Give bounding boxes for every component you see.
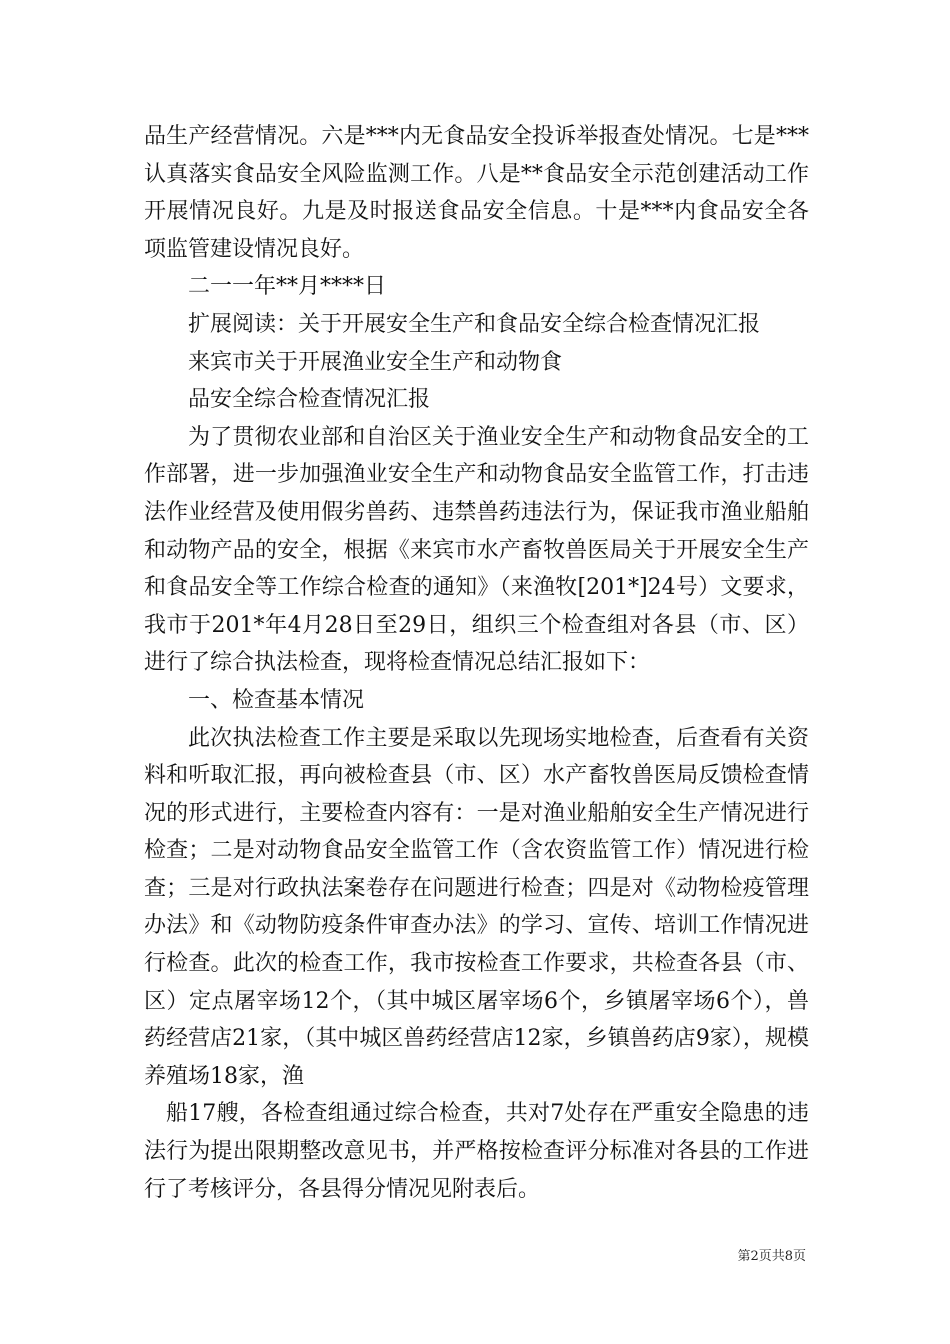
section-heading: 一、检查基本情况	[188, 687, 365, 713]
page-number: 第2页共8页	[737, 1249, 806, 1264]
report-title-line-2: 品安全综合检查情况汇报	[188, 387, 431, 413]
report-title-line-1: 来宾市关于开展渔业安全生产和动物食	[188, 349, 563, 375]
document-body	[144, 118, 809, 1208]
extended-reading-line: 扩展阅读：关于开展安全生产和食品安全综合检查情况汇报	[188, 311, 761, 337]
date-line: 二一一年**月****日	[188, 274, 387, 300]
paragraph-inspection: 此次执法检查工作主要是采取以先现场实地检查，后查看有关资料和听取汇报，再向被检查县（市、区）水产畜牧兽医局反馈检查情况的形式进行，主要检查内容有：一是对渔业船舶安全生产情况进行检查；二是对动物食品安全监管工作（含农资监管工作）情况进行检查；三是对行政执法案卷存在问题进行检查；四是对《动物检疫管理办法》和《动物防疫条件审查办法》的学习、宣传、培训工作情况进行检查。此次的检查工作，我市按检查工作要求，共检查各县（市、区）定点屠宰场12个，（其中城区屠宰场6个，乡镇屠宰场6个），兽药经营店21家，（其中城区兽药经营店12家，乡镇兽药店9家），规模养殖场18家，渔	[144, 725, 809, 1089]
paragraph-intro: 为了贯彻农业部和自治区关于渔业安全生产和动物食品安全的工作部署，进一步加强渔业安全生产和动物食品安全监管工作，打击违法作业经营及使用假劣兽药、违禁兽药违法行为，保证我市渔业船舶和动物产品的安全，根据《来宾市水产畜牧兽医局关于开展安全生产和食品安全等工作综合检查的通知》（来渔牧[201*]24号）文要求，我市于201*年4月28日至29日，组织三个检查组对各县（市、区）进行了综合执法检查，现将检查情况总结汇报如下：	[144, 424, 809, 676]
paragraph-continuation: 品生产经营情况。六是***内无食品安全投诉举报查处情况。七是***认真落实食品安全风险监测工作。八是**食品安全示范创建活动工作开展情况良好。九是及时报送食品安全信息。十是***内食品安全各项监管建设情况良好。	[144, 124, 809, 262]
paragraph-results: 船17艘，各检查组通过综合检查，共对7处存在严重安全隐患的违法行为提出限期整改意见书，并严格按检查评分标准对各县的工作进行了考核评分，各县得分情况见附表后。	[144, 1101, 809, 1202]
